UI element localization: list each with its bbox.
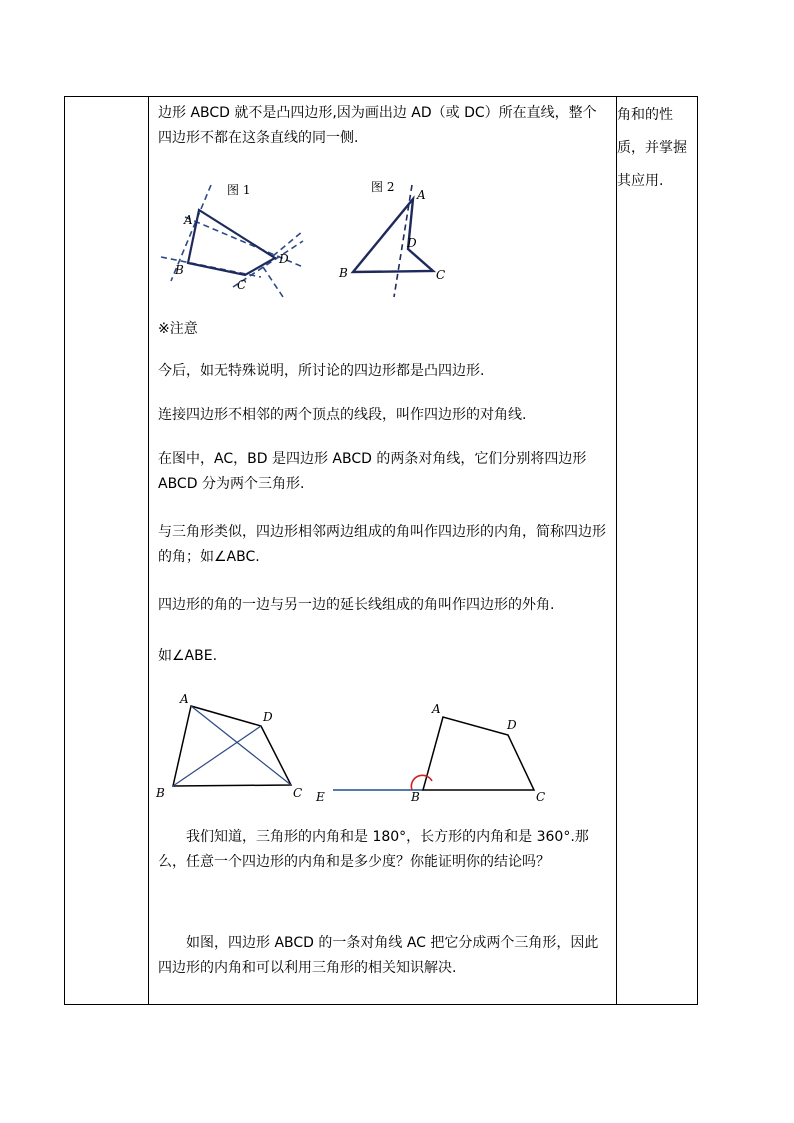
paragraph-angle-sum-question: 我们知道，三角形的内角和是 180°，长方形的内角和是 360°.那么，任意一个四边形的内角和是多少度？你能证明你的结论吗？: [158, 829, 589, 870]
lesson-table: [64, 96, 698, 1005]
fig2-caption: 图 2: [371, 180, 395, 194]
paragraph-convex-note: 今后，如无特殊说明，所讨论的四边形都是凸四边形.: [158, 363, 485, 379]
fig4-label-b: B: [411, 790, 420, 804]
fig1-label-b: B: [175, 263, 184, 277]
objective-text: 角和的性质，并掌握其应用.: [617, 107, 687, 189]
paragraph-interior-angle: 与三角形类似，四边形相邻两边组成的角叫作四边形的内角，简称四边形的角；如∠ABC.: [158, 524, 606, 565]
paragraph-exterior-angle: 四边形的角的一边与另一边的延长线组成的角叫作四边形的外角.: [158, 597, 555, 613]
fig3-label-b: B: [156, 786, 165, 800]
fig2-label-d: D: [407, 236, 417, 250]
fig1-caption: 图 1: [227, 183, 251, 197]
fig4-label-a: A: [432, 702, 441, 716]
figure-diagonals-exterior-angle: [153, 685, 593, 810]
paragraph-diagonal-definition: 连接四边形不相邻的两个顶点的线段，叫作四边形的对角线.: [158, 407, 527, 423]
fig2-quadrilateral: [353, 199, 433, 272]
left-column-cell: [65, 97, 149, 1005]
fig4-quadrilateral: [423, 717, 534, 790]
fig3-diagonal-ac: [191, 706, 291, 785]
paragraph-angle-sum-approach: 如图，四边形 ABCD 的一条对角线 AC 把它分成两个三角形，因此四边形的内角和可以利用三角形的相关知识解决.: [158, 935, 599, 976]
fig1-label-c: C: [237, 278, 247, 292]
content-cell: [149, 97, 617, 1005]
objective-cell: [617, 97, 698, 1005]
fig4-label-e: E: [316, 790, 325, 804]
fig3-label-c: C: [293, 786, 303, 800]
fig4-label-c: C: [536, 790, 546, 804]
paragraph-diagonals: 在图中，AC，BD 是四边形 ABCD 的两条对角线，它们分别将四边形 ABCD 分为两个三角形.: [158, 451, 587, 492]
fig2-label-b: B: [339, 266, 348, 280]
note-title: ※注意: [158, 321, 198, 337]
fig2-label-a: A: [417, 188, 426, 202]
fig1-quadrilateral: [188, 210, 275, 275]
fig3-diagonal-bd: [173, 726, 261, 786]
fig4-label-d: D: [507, 718, 517, 732]
paragraph-concave-explanation: 边形 ABCD 就不是凸四边形,因为画出边 AD（或 DC）所在直线，整个四边形不都在这条直线的同一侧.: [158, 105, 597, 146]
fig4-exterior-angle-arc: [411, 775, 432, 790]
figure-1-2-quadrilaterals: [153, 179, 483, 299]
fig1-label-a: A: [184, 213, 193, 227]
paragraph-example-abe: 如∠ABE.: [158, 648, 218, 664]
fig1-label-d: D: [279, 252, 289, 266]
fig2-label-c: C: [436, 268, 446, 282]
fig3-label-d: D: [263, 710, 273, 724]
fig3-label-a: A: [180, 692, 189, 706]
